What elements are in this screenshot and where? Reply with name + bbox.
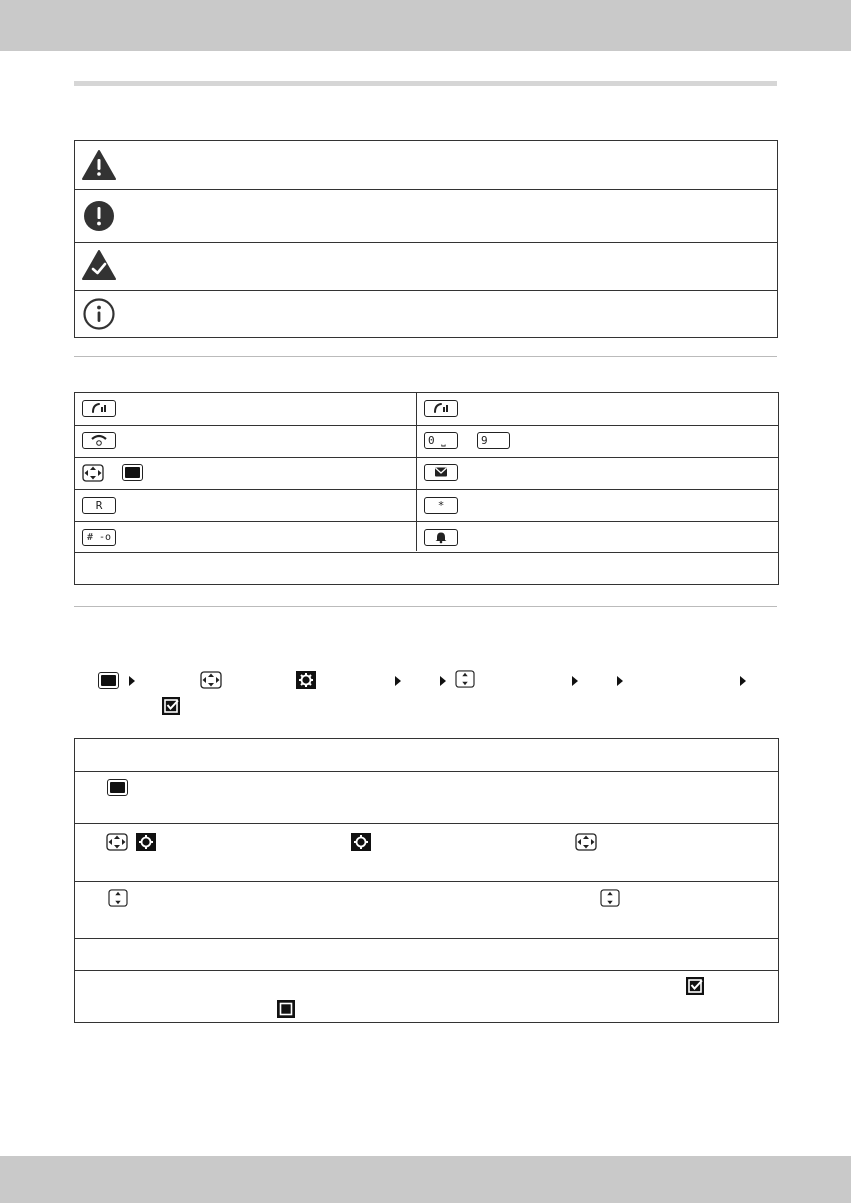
- nav-up-down-icon: [454, 670, 476, 688]
- keys-row-divider: [75, 425, 778, 426]
- notice-row-divider: [75, 242, 777, 243]
- header-band: [0, 0, 851, 51]
- info-circle-icon: [83, 298, 115, 330]
- section-rule: [74, 606, 777, 607]
- nav-key-icon: [82, 464, 104, 482]
- keys-row-divider: [75, 521, 778, 522]
- hash-key-icon: # -o: [82, 529, 116, 546]
- notice-row-divider: [75, 189, 777, 190]
- talk-key-icon: [82, 400, 116, 417]
- steps-row-divider: [75, 881, 778, 882]
- softkey-icon: [98, 672, 119, 689]
- softkey-icon: [122, 464, 143, 481]
- nav-key-icon: [575, 833, 597, 851]
- section-rule: [74, 356, 777, 357]
- gear-icon: [136, 833, 156, 851]
- check-triangle-icon: [82, 249, 116, 281]
- steps-row-divider: [75, 823, 778, 824]
- keys-column-divider: [416, 393, 417, 551]
- checkbox-checked-icon: [162, 697, 180, 715]
- keys-row-divider: [75, 457, 778, 458]
- nav-key-icon: [106, 833, 128, 851]
- arrow-icon: [740, 676, 746, 686]
- talk-key-icon: [424, 400, 458, 417]
- checkbox-checked-icon: [686, 977, 704, 995]
- nav-up-down-icon: [599, 889, 621, 907]
- digit-0-key: 0 ⎵: [424, 432, 458, 449]
- arrow-icon: [572, 676, 578, 686]
- warning-triangle-icon: [82, 149, 116, 181]
- nav-key-icon: [200, 671, 222, 689]
- steps-row-divider: [75, 970, 778, 971]
- footer-band: [0, 1156, 851, 1203]
- steps-row-divider: [75, 771, 778, 772]
- message-key-icon: [424, 464, 458, 481]
- star-key-icon: *: [424, 497, 458, 514]
- nav-up-down-icon: [107, 889, 129, 907]
- exclamation-circle-icon: [83, 200, 115, 232]
- arrow-icon: [617, 676, 623, 686]
- steps-table: [74, 738, 779, 1023]
- notice-row-divider: [75, 290, 777, 291]
- arrow-icon: [440, 676, 446, 686]
- digit-9-key: 9: [477, 432, 510, 449]
- gear-icon: [351, 833, 371, 851]
- keys-row-divider: [75, 552, 778, 553]
- top-rule: [74, 81, 777, 86]
- notice-table: [74, 140, 778, 338]
- arrow-icon: [129, 676, 135, 686]
- steps-row-divider: [75, 938, 778, 939]
- end-key-icon: [82, 432, 116, 449]
- r-key-icon: R: [82, 497, 116, 514]
- softkey-icon: [107, 779, 128, 796]
- checkbox-unchecked-icon: [277, 1000, 295, 1018]
- keys-table: [74, 392, 779, 585]
- arrow-icon: [395, 676, 401, 686]
- ringer-key-icon: [424, 529, 458, 546]
- keys-row-divider: [75, 489, 778, 490]
- gear-icon: [296, 671, 316, 689]
